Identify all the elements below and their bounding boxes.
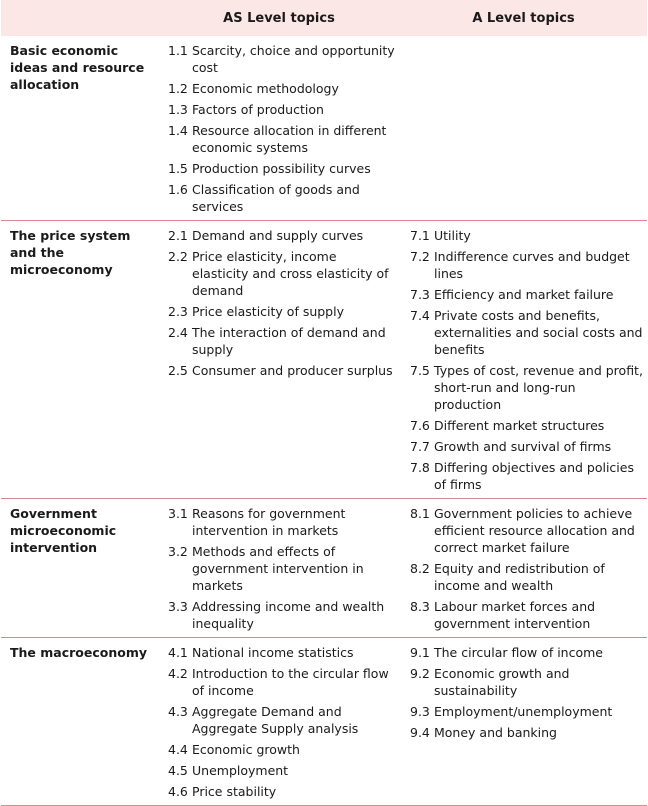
as-level-topics-cell [158,499,400,638]
topic-title: Methods and effects of government intervention in markets [192,544,364,593]
topic-item [168,122,400,156]
topic-item [168,644,400,661]
as-level-topics-cell [158,638,400,806]
table-header [1,0,647,36]
topic-number: 3.1 [168,506,188,521]
a-level-topics-cell [400,36,647,221]
topic-item [410,560,647,594]
topic-number: 7.6 [410,418,430,433]
topic-title: Production possibility curves [192,161,371,176]
table-row [1,36,647,221]
header-as-level: AS Level topics [158,0,400,36]
topic-item [168,160,400,177]
topic-item [168,248,400,299]
topic-item [410,598,647,632]
topic-number: 9.1 [410,645,430,660]
topic-title: Price elasticity, income elasticity and cross elasticity of demand [192,249,389,298]
theme-label: The price system and the microeconomy [1,221,158,499]
topic-number: 1.2 [168,81,188,96]
topic-title: Factors of production [192,102,324,117]
a-level-topics-list [410,505,647,632]
topic-item [168,80,400,97]
topic-number: 7.3 [410,287,430,302]
topic-number: 7.5 [410,363,430,378]
topic-item [410,505,647,556]
topic-title: Consumer and producer surplus [192,363,393,378]
topic-number: 8.2 [410,561,430,576]
topic-title: Price stability [192,784,277,799]
topic-title: Efficiency and market failure [434,287,614,302]
topic-number: 7.4 [410,308,430,323]
topic-item [410,286,647,303]
topic-title: Classification of goods and services [192,182,360,214]
topic-item [168,703,400,737]
topic-number: 1.3 [168,102,188,117]
topic-title: Economic growth and sustainability [434,666,570,698]
topic-item [410,307,647,358]
topic-item [410,459,647,493]
topic-item [168,324,400,358]
topic-title: Growth and survival of firms [434,439,612,454]
topic-title: Different market structures [434,418,605,433]
as-level-topics-list [168,644,400,800]
table-row [1,499,647,638]
topic-item [410,227,647,244]
topic-number: 7.1 [410,228,430,243]
a-level-topics-cell [400,221,647,499]
as-level-topics-list [168,505,400,632]
topic-title: Private costs and benefits, externalities and social costs and benefits [434,308,643,357]
topic-item [168,598,400,632]
topic-title: Demand and supply curves [192,228,364,243]
topic-item [168,665,400,699]
topic-title: Addressing income and wealth inequality [192,599,385,631]
topic-number: 8.3 [410,599,430,614]
topic-item [168,505,400,539]
topic-item [410,724,647,741]
topic-item [168,783,400,800]
a-level-topics-list [410,644,647,741]
topic-item [168,543,400,594]
topic-title: Employment/unemployment [434,704,613,719]
topic-item [168,741,400,758]
topic-item [168,42,400,76]
topic-title: Equity and redistribution of income and wealth [434,561,605,593]
topic-number: 9.2 [410,666,430,681]
topic-item [410,438,647,455]
topic-number: 7.2 [410,249,430,264]
theme-label: The macroeconomy [1,638,158,806]
theme-label: Basic economic ideas and resource allocation [1,36,158,221]
topic-number: 2.1 [168,228,188,243]
topic-title: The circular flow of income [434,645,603,660]
topic-title: Aggregate Demand and Aggregate Supply analysis [192,704,359,736]
topic-title: Utility [434,228,471,243]
topic-number: 4.3 [168,704,188,719]
topic-item [168,762,400,779]
topic-title: Price elasticity of supply [192,304,344,319]
topic-item [410,665,647,699]
topic-title: Economic growth [192,742,300,757]
topic-number: 1.1 [168,43,188,58]
topic-item [410,644,647,661]
topic-number: 7.7 [410,439,430,454]
topic-number: 9.4 [410,725,430,740]
topic-title: National income statistics [192,645,354,660]
a-level-topics-cell [400,499,647,638]
topic-number: 3.3 [168,599,188,614]
as-level-topics-list [168,42,400,215]
table-row [1,638,647,806]
topic-title: Unemployment [192,763,289,778]
as-level-topics-list [168,227,400,379]
topic-number: 2.5 [168,363,188,378]
topic-number: 4.6 [168,784,188,799]
topic-item [410,417,647,434]
topic-title: Indifference curves and budget lines [434,249,630,281]
header-theme [1,0,158,36]
topic-title: Labour market forces and government intervention [434,599,596,631]
topic-number: 1.6 [168,182,188,197]
topic-title: Scarcity, choice and opportunity cost [192,43,395,75]
topic-item [168,362,400,379]
a-level-topics-cell [400,638,647,806]
header-a-level: A Level topics [400,0,647,36]
topic-item [168,303,400,320]
as-level-topics-cell [158,36,400,221]
topic-number: 1.5 [168,161,188,176]
topic-item [168,227,400,244]
topic-title: Money and banking [434,725,557,740]
topic-number: 7.8 [410,460,430,475]
topic-title: Economic methodology [192,81,339,96]
topic-number: 4.2 [168,666,188,681]
topic-number: 9.3 [410,704,430,719]
a-level-topics-list [410,227,647,493]
topic-number: 3.2 [168,544,188,559]
topic-item [410,703,647,720]
topic-title: Types of cost, revenue and profit, short-run and long-run production [434,363,643,412]
topic-title: Resource allocation in different economic systems [192,123,387,155]
topic-number: 4.5 [168,763,188,778]
topic-number: 2.4 [168,325,188,340]
topic-title: Government policies to achieve efficient resource allocation and correct market failure [434,506,635,555]
topic-title: Reasons for government intervention in markets [192,506,346,538]
topic-item [168,101,400,118]
topic-item [168,181,400,215]
table-row [1,221,647,499]
topic-number: 4.4 [168,742,188,757]
topic-title: Introduction to the circular flow of income [192,666,389,698]
as-level-topics-cell [158,221,400,499]
topic-number: 2.2 [168,249,188,264]
topic-item [410,248,647,282]
topic-title: Differing objectives and policies of firms [434,460,634,492]
table-body [1,36,647,806]
topic-number: 1.4 [168,123,188,138]
topic-title: The interaction of demand and supply [192,325,386,357]
topic-number: 4.1 [168,645,188,660]
theme-label: Government microeconomic intervention [1,499,158,638]
topics-table [1,0,647,806]
topic-item [410,362,647,413]
topic-number: 8.1 [410,506,430,521]
topic-number: 2.3 [168,304,188,319]
